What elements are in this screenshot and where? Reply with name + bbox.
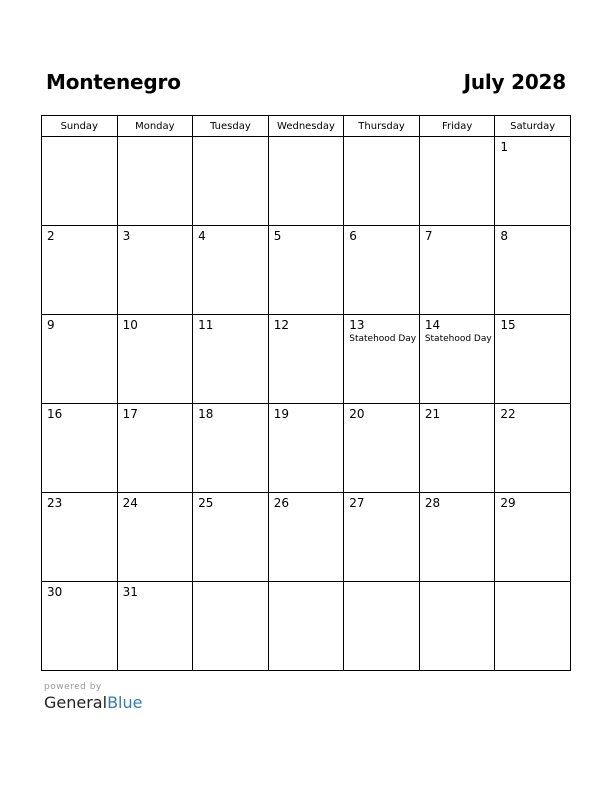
- calendar-body: [42, 137, 571, 671]
- week-row: [42, 226, 571, 315]
- day-number: 12: [273, 318, 289, 332]
- day-cell: [268, 404, 344, 493]
- day-cell: [495, 226, 571, 315]
- day-cell: [419, 315, 495, 404]
- day-number: 11: [198, 318, 214, 332]
- brand-blue-text: Blue: [107, 693, 143, 712]
- day-number: 26: [273, 496, 289, 510]
- day-number: 13: [349, 318, 365, 332]
- day-cell: [193, 226, 269, 315]
- empty-day-cell: [344, 582, 420, 671]
- calendar-grid: [41, 115, 571, 671]
- day-number: 5: [273, 229, 282, 243]
- brand-logo[interactable]: [44, 693, 142, 712]
- day-cell: [344, 404, 420, 493]
- day-cell: [117, 582, 193, 671]
- day-cell: [495, 137, 571, 226]
- day-cell: [117, 315, 193, 404]
- brand-general-text: General: [44, 693, 108, 712]
- day-cell: [344, 315, 420, 404]
- day-number: 29: [500, 496, 516, 510]
- day-number: 7: [424, 229, 433, 243]
- empty-day-cell: [117, 137, 193, 226]
- day-number: 2: [47, 229, 55, 243]
- day-number: 15: [500, 318, 516, 332]
- powered-by-label: powered by: [44, 682, 102, 692]
- day-number: 24: [122, 496, 138, 510]
- empty-day-cell: [193, 137, 269, 226]
- day-cell: [117, 404, 193, 493]
- day-number: 25: [198, 496, 214, 510]
- empty-day-cell: [268, 137, 344, 226]
- day-cell: [419, 493, 495, 582]
- day-number: 22: [500, 407, 516, 421]
- day-number: 16: [47, 407, 63, 421]
- month-title: July 2028: [463, 70, 566, 94]
- day-number: 8: [500, 229, 509, 243]
- week-row: [42, 315, 571, 404]
- day-cell: [419, 404, 495, 493]
- day-number: 20: [349, 407, 365, 421]
- day-cell: [42, 582, 118, 671]
- weekday-sunday: Sunday: [42, 116, 118, 137]
- day-cell: [344, 226, 420, 315]
- day-number: 17: [122, 407, 138, 421]
- day-number: 10: [122, 318, 138, 332]
- day-cell: [117, 493, 193, 582]
- footer: [44, 682, 142, 712]
- country-title: Montenegro: [46, 70, 181, 94]
- day-cell: [495, 315, 571, 404]
- day-cell: [344, 493, 420, 582]
- day-cell: [193, 493, 269, 582]
- weekday-header-row: [42, 116, 571, 137]
- empty-day-cell: [344, 137, 420, 226]
- day-cell: [42, 493, 118, 582]
- day-cell: [117, 226, 193, 315]
- empty-day-cell: [419, 582, 495, 671]
- day-cell: [419, 226, 495, 315]
- day-cell: [268, 226, 344, 315]
- weekday-thursday: Thursday: [344, 116, 420, 137]
- weekday-tuesday: Tuesday: [193, 116, 269, 137]
- day-cell: [42, 315, 118, 404]
- day-number: 19: [273, 407, 289, 421]
- day-number: 27: [349, 496, 365, 510]
- holiday-label: Statehood Day: [424, 334, 492, 344]
- day-number: 21: [424, 407, 441, 421]
- empty-day-cell: [42, 137, 118, 226]
- weekday-monday: Monday: [117, 116, 193, 137]
- empty-day-cell: [419, 137, 495, 226]
- day-cell: [495, 404, 571, 493]
- week-row: [42, 404, 571, 493]
- day-number: 1: [500, 140, 509, 154]
- day-number: 28: [424, 496, 441, 510]
- holiday-label: Statehood Day: [349, 334, 417, 344]
- day-number: 9: [47, 318, 55, 332]
- empty-day-cell: [495, 582, 571, 671]
- day-cell: [193, 404, 269, 493]
- day-number: 30: [47, 585, 63, 599]
- weekday-saturday: Saturday: [495, 116, 571, 137]
- day-number: 3: [122, 229, 131, 243]
- empty-day-cell: [193, 582, 269, 671]
- week-row: [42, 137, 571, 226]
- day-number: 23: [47, 496, 63, 510]
- weekday-friday: Friday: [419, 116, 495, 137]
- day-cell: [193, 315, 269, 404]
- day-cell: [268, 493, 344, 582]
- day-number: 18: [198, 407, 214, 421]
- day-number: 31: [122, 585, 138, 599]
- day-number: 6: [349, 229, 357, 243]
- empty-day-cell: [268, 582, 344, 671]
- week-row: [42, 493, 571, 582]
- day-cell: [42, 404, 118, 493]
- week-row: [42, 582, 571, 671]
- day-cell: [495, 493, 571, 582]
- calendar-header: [41, 70, 571, 100]
- day-number: 4: [198, 229, 206, 243]
- day-number: 14: [424, 318, 441, 332]
- day-cell: [268, 315, 344, 404]
- day-cell: [42, 226, 118, 315]
- weekday-wednesday: Wednesday: [268, 116, 344, 137]
